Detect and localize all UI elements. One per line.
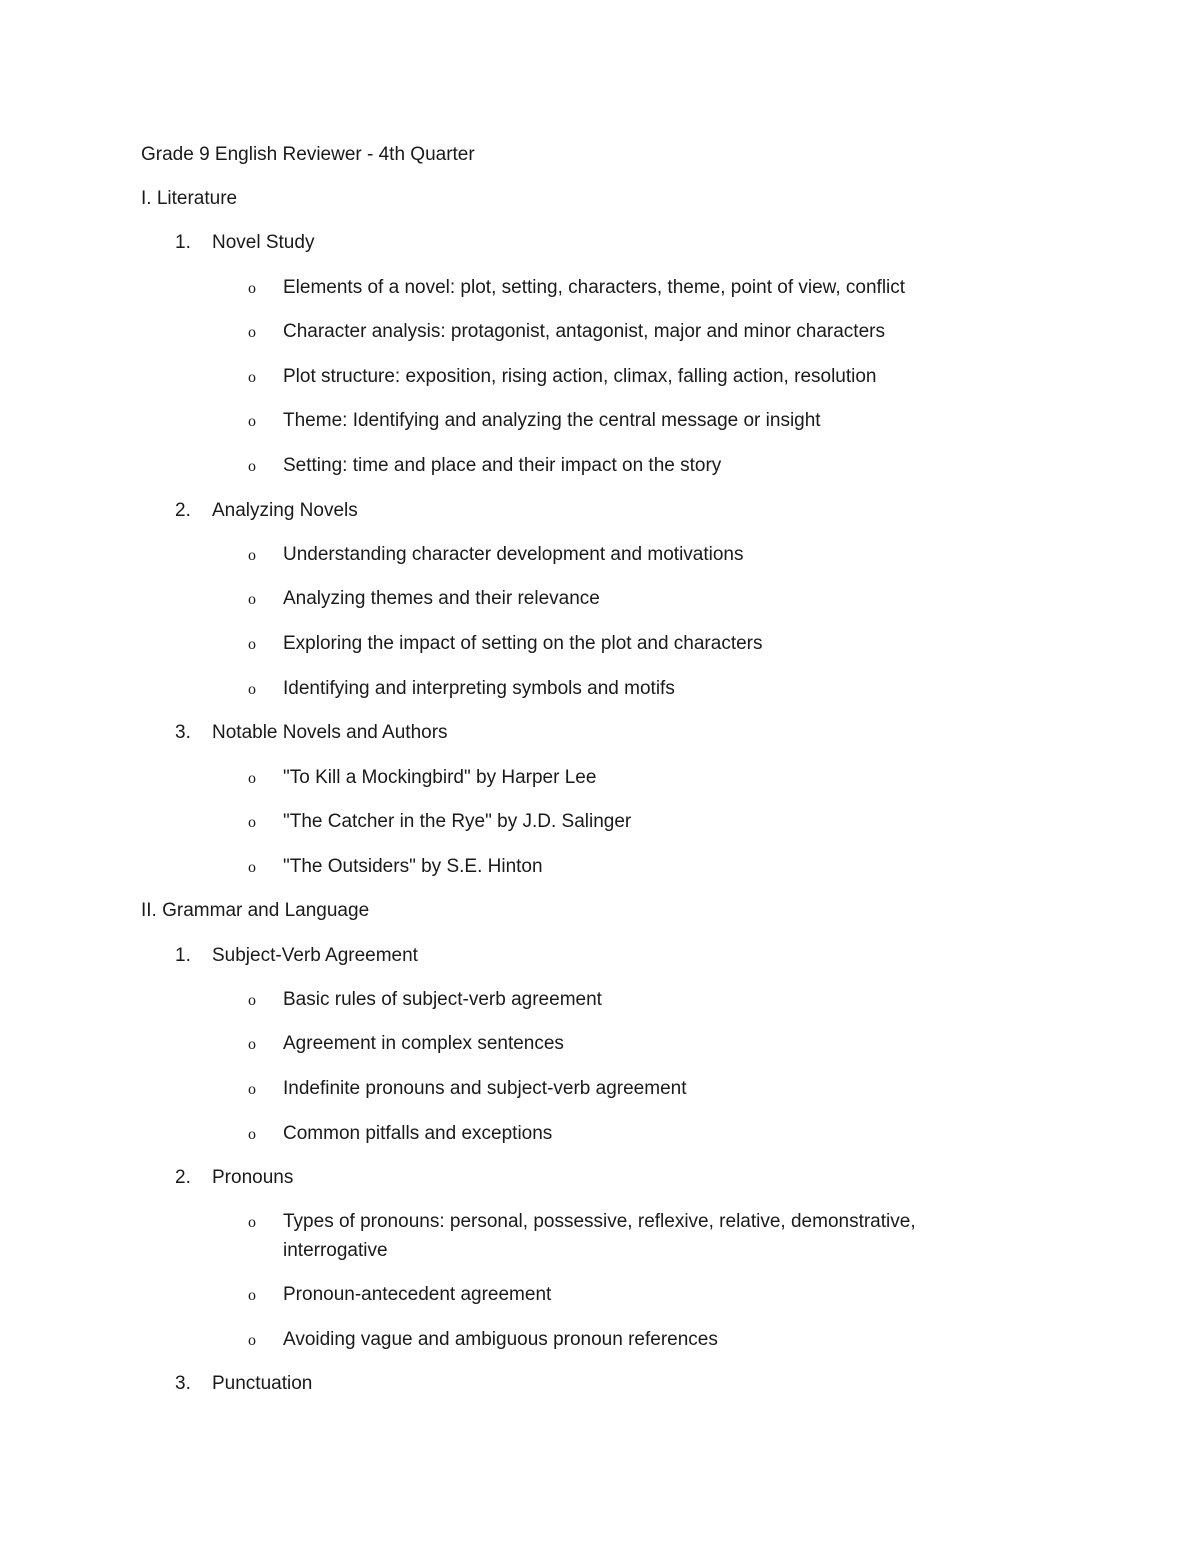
bullet-item: Basic rules of subject-verb agreement xyxy=(283,989,602,1010)
bullet-marker: o xyxy=(248,636,256,653)
list-item-label: Analyzing Novels xyxy=(212,500,358,521)
bullet-item: Analyzing themes and their relevance xyxy=(283,588,600,609)
bullet-item: Identifying and interpreting symbols and motifs xyxy=(283,678,675,699)
list-item-label: Punctuation xyxy=(212,1373,313,1394)
bullet-marker: o xyxy=(248,458,256,475)
bullet-marker: o xyxy=(248,1126,256,1143)
bullet-item: "The Catcher in the Rye" by J.D. Salinger xyxy=(283,811,632,832)
bullet-item: Understanding character development and motivations xyxy=(283,544,744,565)
bullet-item: Elements of a novel: plot, setting, characters, theme, point of view, conflict xyxy=(283,277,906,298)
bullet-marker: o xyxy=(248,413,256,430)
bullet-marker: o xyxy=(248,369,256,386)
section-heading-literature: I. Literature xyxy=(141,188,238,209)
list-item-label: Novel Study xyxy=(212,232,315,253)
bullet-marker: o xyxy=(248,1287,256,1304)
bullet-item: Theme: Identifying and analyzing the central message or insight xyxy=(283,410,821,431)
bullet-item: Types of pronouns: personal, possessive, reflexive, relative, demonstrative, interrogative xyxy=(283,1211,916,1261)
bullet-marker: o xyxy=(248,1081,256,1098)
bullet-item: Pronoun-antecedent agreement xyxy=(283,1284,552,1305)
bullet-marker: o xyxy=(248,1036,256,1053)
bullet-item: Setting: time and place and their impact on the story xyxy=(283,455,722,476)
bullet-item: "The Outsiders" by S.E. Hinton xyxy=(283,856,543,877)
list-number: 1. xyxy=(175,945,191,966)
list-item-label: Notable Novels and Authors xyxy=(212,722,448,743)
bullet-marker: o xyxy=(248,859,256,876)
bullet-marker: o xyxy=(248,992,256,1009)
bullet-item: Plot structure: exposition, rising action, climax, falling action, resolution xyxy=(283,366,877,387)
bullet-marker: o xyxy=(248,547,256,564)
page-title: Grade 9 English Reviewer - 4th Quarter xyxy=(141,144,475,165)
list-number: 3. xyxy=(175,722,191,743)
bullet-item: Exploring the impact of setting on the plot and characters xyxy=(283,633,763,654)
bullet-marker: o xyxy=(248,770,256,787)
bullet-marker: o xyxy=(248,591,256,608)
list-number: 1. xyxy=(175,232,191,253)
list-item-label: Subject-Verb Agreement xyxy=(212,945,418,966)
bullet-marker: o xyxy=(248,1214,256,1231)
bullet-marker: o xyxy=(248,814,256,831)
bullet-marker: o xyxy=(248,1332,256,1349)
bullet-item: "To Kill a Mockingbird" by Harper Lee xyxy=(283,767,597,788)
list-item-label: Pronouns xyxy=(212,1167,294,1188)
list-number: 2. xyxy=(175,1167,191,1188)
bullet-item: Character analysis: protagonist, antagonist, major and minor characters xyxy=(283,321,885,342)
bullet-item: Avoiding vague and ambiguous pronoun references xyxy=(283,1329,718,1350)
bullet-marker: o xyxy=(248,681,256,698)
section-heading-grammar: II. Grammar and Language xyxy=(141,900,370,921)
bullet-marker: o xyxy=(248,280,256,297)
list-number: 3. xyxy=(175,1373,191,1394)
bullet-marker: o xyxy=(248,324,256,341)
bullet-item: Common pitfalls and exceptions xyxy=(283,1123,553,1144)
bullet-item: Indefinite pronouns and subject-verb agreement xyxy=(283,1078,687,1099)
bullet-item: Agreement in complex sentences xyxy=(283,1033,564,1054)
list-number: 2. xyxy=(175,500,191,521)
